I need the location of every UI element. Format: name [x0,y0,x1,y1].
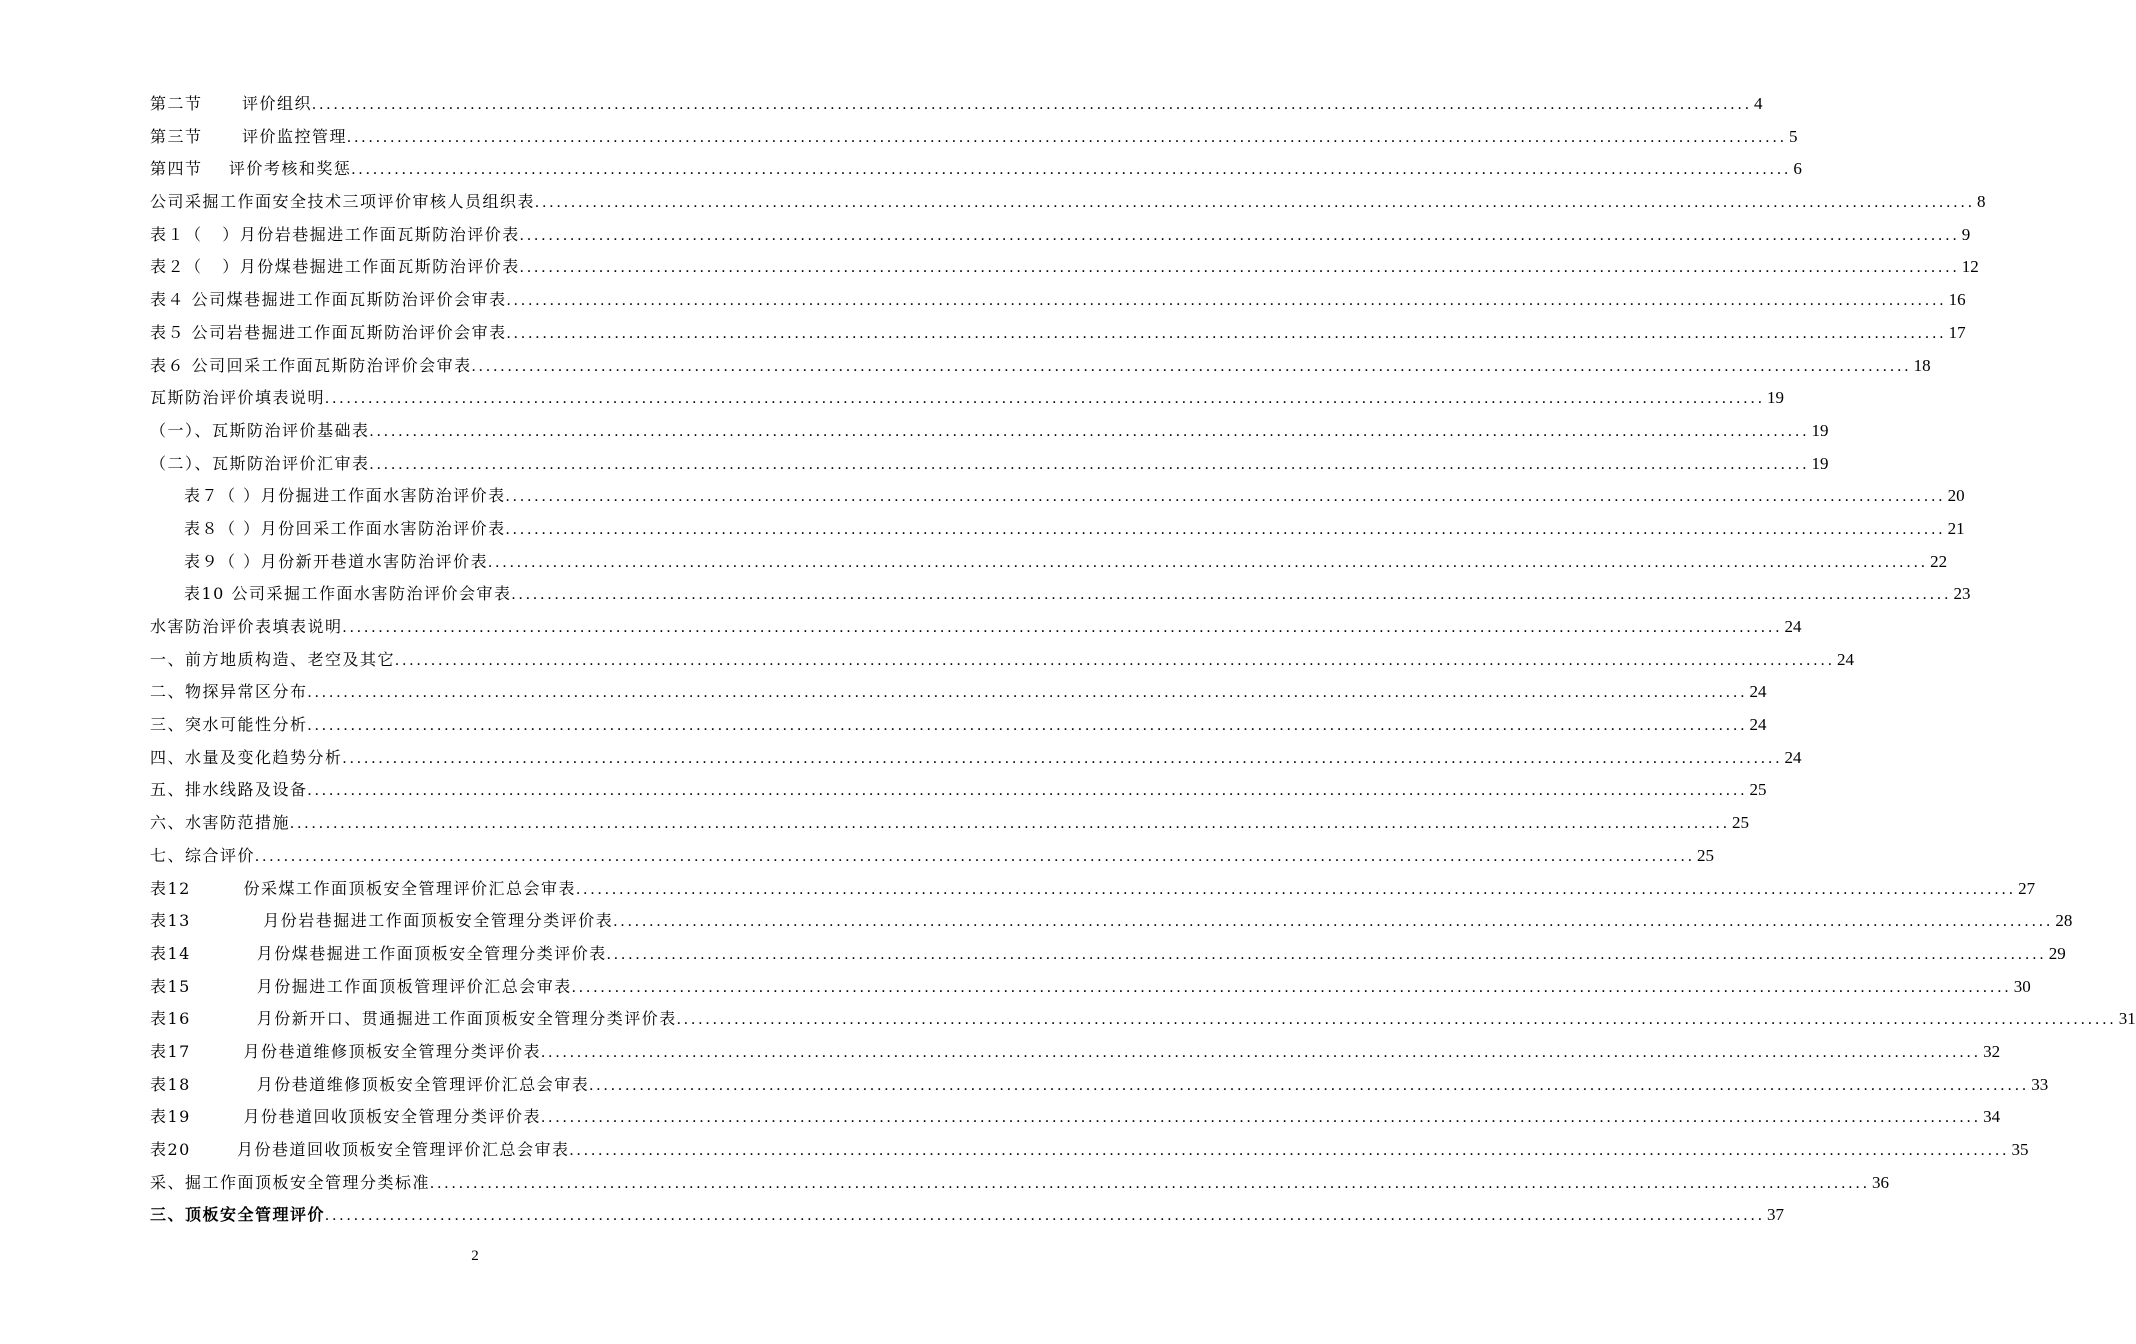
toc-dot-leader: ........................................................................................................................................................................................................ [676,1011,2117,1029]
toc-entry-page: 24 [1784,747,1802,767]
toc-entry-title: 表１（ ）月份岩巷掘进工作面瓦斯防治评价表 [150,224,520,244]
toc-entry-page: 16 [1948,290,1966,310]
toc-entry[interactable] [150,774,1767,807]
toc-entry-title: （二）、瓦斯防治评价汇审表 [150,453,370,473]
toc-entry-title: 五、排水线路及设备 [150,780,308,800]
toc-entry-page: 20 [1947,486,1965,506]
toc-dot-leader: ........................................................................................................................................................................................................ [519,259,1960,277]
toc-entry-page: 36 [1872,1172,1890,1192]
toc-dot-leader: ........................................................................................................................................................................................................ [541,1043,1982,1061]
toc-entry-page: 12 [1961,257,1979,277]
toc-entry-page: 21 [1947,518,1965,538]
toc-entry-page: 24 [1749,682,1767,702]
toc-dot-leader: ........................................................................................................................................................................................................ [342,749,1783,767]
toc-entry-page: 30 [2013,976,2031,996]
toc-entry[interactable] [150,1101,2001,1134]
toc-dot-leader: ........................................................................................................................................................................................................ [307,782,1748,800]
toc-dot-leader: ........................................................................................................................................................................................................ [312,96,1753,113]
toc-entry-page: 24 [1749,715,1767,735]
toc-dot-leader: ........................................................................................................................................................................................................ [325,1207,1766,1225]
toc-entry-title: 表５ 公司岩巷掘进工作面瓦斯防治评价会审表 [150,322,507,342]
toc-entry-page: 33 [2031,1074,2049,1094]
toc-entry-title: 表15 月份掘进工作面顶板管理评价汇总会审表 [150,976,572,996]
toc-dot-leader: ........................................................................................................................................................................................................ [488,553,1929,571]
toc-entry-title: 三、突水可能性分析 [150,715,308,735]
toc-dot-leader: ........................................................................................................................................................................................................ [519,226,1960,244]
toc-dot-leader: ........................................................................................................................................................................................................ [255,847,1696,865]
toc-entry[interactable] [150,186,1986,219]
toc-entry-page: 28 [2055,911,2073,931]
toc-entry-page: 4 [1754,94,1763,113]
toc-entry-title: 公司采掘工作面安全技术三项评价审核人员组织表 [150,192,536,212]
toc-entry[interactable] [150,1069,2049,1102]
toc-dot-leader: ........................................................................................................................................................................................................ [506,292,1947,310]
toc-entry[interactable] [150,1199,1785,1232]
toc-entry[interactable] [150,1036,2001,1069]
toc-entry[interactable] [150,448,1829,481]
toc-entry[interactable] [150,251,1979,284]
toc-entry[interactable] [150,807,1750,840]
toc-entry[interactable] [150,873,2036,906]
toc-entry[interactable] [150,676,1767,709]
toc-dot-leader: ........................................................................................................................................................................................................ [471,357,1912,375]
toc-dot-leader: ........................................................................................................................................................................................................ [369,422,1810,440]
toc-entry-title: 表６ 公司回采工作面瓦斯防治评价会审表 [150,355,472,375]
toc-entry[interactable] [150,513,1965,546]
toc-entry[interactable] [150,350,1931,383]
toc-entry-page: 19 [1811,453,1829,473]
toc-entry-title: 表16 月份新开口、贯通掘进工作面顶板安全管理分类评价表 [150,1009,677,1029]
toc-entry-page: 25 [1749,780,1767,800]
toc-entry[interactable] [150,153,1802,186]
toc-dot-leader: ........................................................................................................................................................................................................ [571,978,2012,996]
toc-dot-leader: ........................................................................................................................................................................................................ [541,1109,1982,1127]
toc-entry[interactable] [150,644,1855,677]
toc-entry-page: 29 [2048,943,2066,963]
toc-entry-page: 25 [1697,845,1715,865]
toc-entry[interactable] [150,611,1802,644]
toc-entry-page: 37 [1767,1205,1785,1225]
toc-entry-page: 27 [2018,878,2036,898]
toc-dot-leader: ........................................................................................................................................................................................................ [290,815,1731,833]
toc-entry-title: 表20 月份巷道回收顶板安全管理评价汇总会审表 [150,1140,570,1159]
toc-entry-title: 采、掘工作面顶板安全管理分类标准 [150,1172,431,1192]
toc-entry[interactable] [150,382,1785,415]
toc-entry-title: 表18 月份巷道维修顶板安全管理评价汇总会审表 [150,1074,590,1094]
toc-entry[interactable] [150,415,1829,448]
toc-entry[interactable] [150,971,2031,1004]
toc-entry-title: 二、物探异常区分布 [150,682,308,702]
toc-dot-leader: ........................................................................................................................................................................................................ [505,520,1946,538]
toc-entry-page: 5 [1789,126,1798,146]
toc-dot-leader: ........................................................................................................................................................................................................ [430,1174,1871,1192]
toc-entry-page: 22 [1930,551,1948,571]
toc-entry-title: 一、前方地质构造、老空及其它 [150,649,396,669]
toc-entry-page: 34 [1983,1107,2001,1127]
toc-entry-title: 表12 份采煤工作面顶板安全管理评价汇总会审表 [150,878,577,898]
toc-dot-leader: ........................................................................................................................................................................................................ [307,717,1748,735]
toc-entry[interactable] [150,905,2073,938]
toc-entry[interactable] [150,317,1966,350]
toc-entry-page: 19 [1811,420,1829,440]
toc-entry-page: 35 [2011,1140,2029,1159]
toc-dot-leader: ........................................................................................................................................................................................................ [535,194,1976,212]
toc-dot-leader: ........................................................................................................................................................................................................ [325,390,1766,408]
toc-entry-page: 18 [1913,355,1931,375]
toc-dot-leader: ........................................................................................................................................................................................................ [369,455,1810,473]
toc-entry-page: 25 [1732,813,1750,833]
toc-entry[interactable] [150,88,1763,121]
toc-dot-leader: ........................................................................................................................................................................................................ [576,880,2017,898]
toc-entry-page: 8 [1977,192,1986,212]
toc-entry-title: 表７（ ）月份掘进工作面水害防治评价表 [184,486,506,506]
toc-dot-leader: ........................................................................................................................................................................................................ [347,128,1788,146]
toc-entry-page: 9 [1961,224,1971,244]
toc-entry-title: 表２（ ）月份煤巷掘进工作面瓦斯防治评价表 [150,257,520,277]
toc-entry[interactable] [150,709,1767,742]
toc-dot-leader: ........................................................................................................................................................................................................ [351,161,1792,179]
toc-entry[interactable] [150,480,1965,513]
toc-entry-title: 表17 月份巷道维修顶板安全管理分类评价表 [150,1041,542,1061]
toc-dot-leader: ........................................................................................................................................................................................................ [342,619,1783,636]
toc-dot-leader: ........................................................................................................................................................................................................ [569,1142,2010,1159]
toc-entry-title: 瓦斯防治评价填表说明 [150,388,326,408]
toc-dot-leader: ........................................................................................................................................................................................................ [589,1076,2030,1094]
toc-entry-title: 第二节 评价组织 [150,94,313,113]
toc-entry-title: 表13 月份岩巷掘进工作面顶板安全管理分类评价表 [150,911,614,931]
toc-entry-page: 24 [1837,649,1855,669]
toc-entry[interactable] [150,1167,1890,1200]
toc-dot-leader: ........................................................................................................................................................................................................ [505,488,1946,506]
toc-entry[interactable] [150,1003,2136,1036]
toc-entry-page: 32 [1983,1041,2001,1061]
toc-entry-title: 表９（ ）月份新开巷道水害防治评价表 [184,551,489,571]
toc-entry[interactable] [150,121,1798,154]
toc-entry[interactable] [150,219,1971,252]
toc-entry-title: 第四节 评价考核和奖惩 [150,159,352,179]
toc-entry[interactable] [150,284,1966,317]
toc-dot-leader: ........................................................................................................................................................................................................ [307,684,1748,702]
toc-entry-title: 四、水量及变化趋势分析 [150,747,343,767]
toc-entry-title: 七、综合评价 [150,845,256,865]
toc-entry-page: 23 [1953,584,1971,604]
toc-dot-leader: ........................................................................................................................................................................................................ [395,651,1836,669]
toc-entry-page: 17 [1948,322,1966,342]
toc-entry-title: 表４ 公司煤巷掘进工作面瓦斯防治评价会审表 [150,290,507,310]
toc-entry-page: 24 [1784,617,1802,636]
toc-entry-title: 表10 公司采掘工作面水害防治评价会审表 [184,584,512,604]
toc-entry[interactable] [150,546,1948,579]
toc-entry-page: 31 [2118,1009,2136,1029]
toc-dot-leader: ........................................................................................................................................................................................................ [506,324,1947,342]
toc-dot-leader: ........................................................................................................................................................................................................ [606,945,2047,963]
page-number: 2 [471,1248,479,1264]
toc-dot-leader: ........................................................................................................................................................................................................ [613,913,2054,931]
toc-entry[interactable] [150,1134,2029,1167]
toc-entry-title: 表19 月份巷道回收顶板安全管理分类评价表 [150,1107,542,1127]
toc-entry-title: （一）、瓦斯防治评价基础表 [150,420,370,440]
toc-entry[interactable] [150,840,1715,873]
toc-entry-title: 表14 月份煤巷掘进工作面顶板安全管理分类评价表 [150,943,607,963]
toc-entry-title: 第三节 评价监控管理 [150,126,348,146]
toc-entry-page: 6 [1793,159,1802,179]
toc-entry-title: 表８（ ）月份回采工作面水害防治评价表 [184,518,506,538]
toc-entry-page: 19 [1767,388,1785,408]
toc-dot-leader: ........................................................................................................................................................................................................ [511,586,1952,604]
toc-entry-title: 水害防治评价表填表说明 [150,617,343,636]
toc-entry-title: 三、顶板安全管理评价 [150,1205,326,1225]
toc-entry-title: 六、水害防范措施 [150,813,291,833]
toc-entry[interactable] [150,742,1802,775]
table-of-contents [150,88,2136,1232]
toc-entry[interactable] [150,578,1971,611]
toc-entry[interactable] [150,938,2066,971]
